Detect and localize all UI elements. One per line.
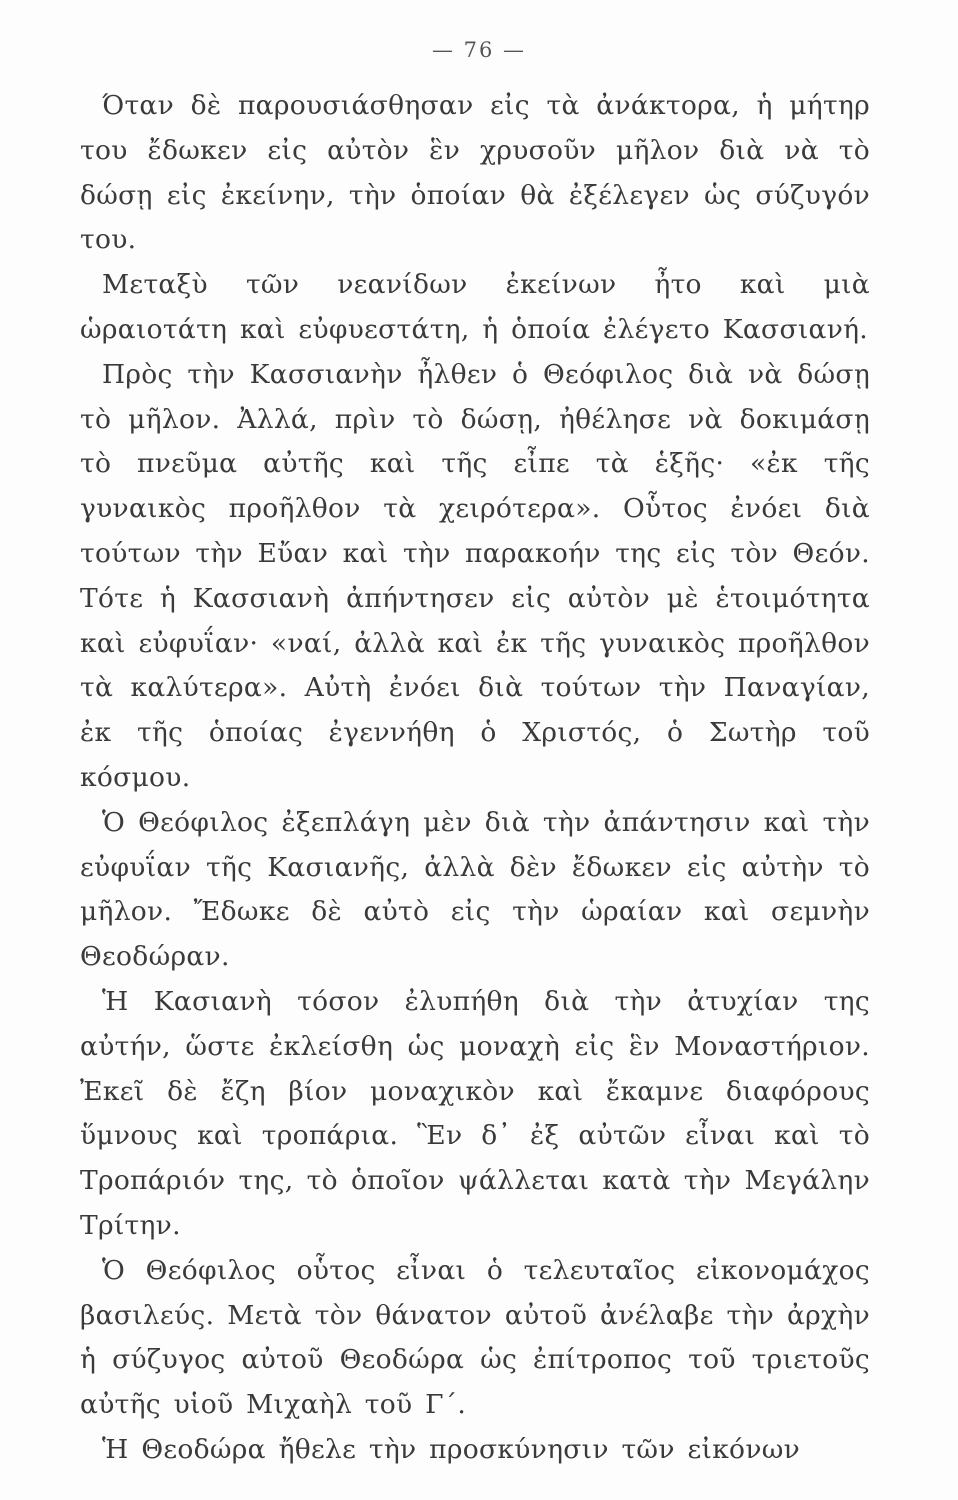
paragraph-5: Ἡ Κασιανὴ τόσον ἐλυπήθη διὰ τὴν ἀτυχίαν της αὐτήν, ὥστε ἐκλείσθη ὡς μοναχὴ εἰς ἓν Μοναστήριον. Ἐκεῖ δὲ ἔζη βίον μοναχικὸν καὶ ἔκαμνε διαφόρους ὕμνους καὶ τροπάρια. Ἓν δ᾽ ἐξ αὐτῶν εἶναι καὶ τὸ Τροπάριόν της, τὸ ὁποῖον ψάλλεται κατὰ τὴν Μεγάλην Τρίτην.	[80, 985, 870, 1241]
paragraph-1: Όταν δὲ παρουσιάσθησαν εἰς τὰ ἀνάκτορα, ἡ μήτηρ του ἔδωκεν εἰς αὐτὸν ἓν χρυσοῦν μῆλον διὰ νὰ τὸ δώσῃ εἰς ἐκείνην, τὴν ὁποίαν θὰ ἐξέλεγεν ὡς σύζυγόν του.	[80, 90, 870, 256]
paragraph-7: Ἡ Θεοδώρα ἤθελε τὴν προσκύνησιν τῶν εἰκόνων	[102, 1433, 801, 1465]
paragraph-4: Ὁ Θεόφιλος ἐξεπλάγη μὲν διὰ τὴν ἀπάντησιν καὶ τὴν εὐφυΐαν τῆς Κασιανῆς, ἀλλὰ δὲν ἔδωκεν εἰς αὐτὴν τὸ μῆλον. Ἔδωκε δὲ αὐτὸ εἰς τὴν ὡραίαν καὶ σεμνὴν Θεοδώραν.	[80, 806, 870, 973]
paragraph-2: Μεταξὺ τῶν νεανίδων ἐκείνων ἦτο καὶ μιὰ ὡραιοτάτη καὶ εὐφυεστάτη, ἡ ὁποία ἐλέγετο Κασσιανή.	[80, 269, 870, 345]
paragraph-3: Πρὸς τὴν Κασσιανὴν ἦλθεν ὁ Θεόφιλος διὰ νὰ δώσῃ τὸ μῆλον. Ἀλλά, πρὶν τὸ δώσῃ, ἠθέλησε νὰ δοκιμάσῃ τὸ πνεῦμα αὐτῆς καὶ τῆς εἶπε τὰ ἑξῆς· «ἐκ τῆς γυναικὸς προῆλθον τὰ χειρότερα». Οὗτος ἐνόει διὰ τούτων τὴν Εὔαν καὶ τὴν παρακοήν της εἰς τὸν Θεόν. Τότε ἡ Κασσιανὴ ἀπήντησεν εἰς αὐτὸν μὲ ἑτοιμότητα καὶ εὐφυΐαν· «ναί, ἀλλὰ καὶ ἐκ τῆς γυναικὸς προῆλθον τὰ καλύτερα». Αὐτὴ ἐνόει διὰ τούτων τὴν Παναγίαν, ἐκ τῆς ὁποίας ἐγεννήθη ὁ Χριστός, ὁ Σωτὴρ τοῦ κόσμου.	[80, 358, 870, 793]
body-text	[80, 84, 870, 1473]
page-number: — 76 —	[431, 38, 527, 62]
paragraph-6: Ὁ Θεόφιλος οὗτος εἶναι ὁ τελευταῖος εἰκονομάχος βασιλεύς. Μετὰ τὸν θάνατον αὐτοῦ ἀνέλαβε τὴν ἀρχὴν ἡ σύζυγος αὐτοῦ Θεοδώρα ὡς ἐπίτροπος τοῦ τριετοῦς αὐτῆς υἱοῦ Μιχαὴλ τοῦ Γ΄.	[80, 1254, 870, 1421]
